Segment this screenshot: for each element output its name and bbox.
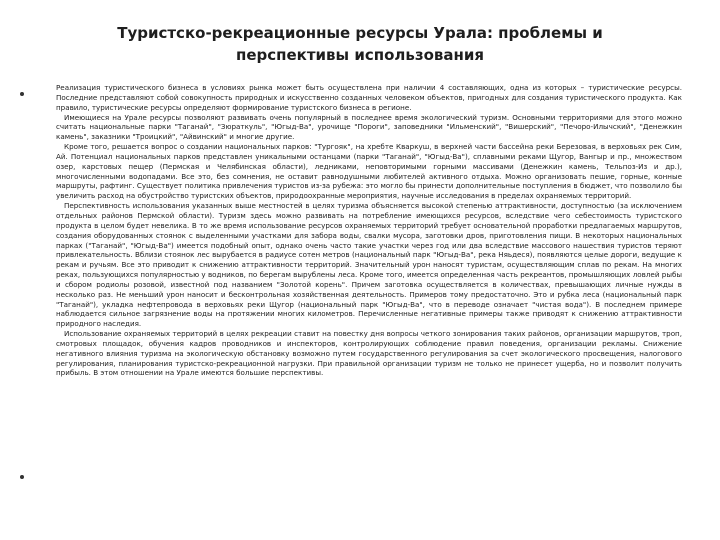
paragraph: Использование охраняемых территорий в целях рекреации ставит на повестку дня вопросы четкого зонирования таких районов, организации маршрутов, троп, смотровых площадок, обучения кадров проводников и инспекторов, контролирующих соблюдение правил поведения, организации рекламы. Снижение негативного влияния туризма на экологическую обстановку возможно путем государственного регулирования за счет экологического просвещения, налогового регулирования, планирования туристско-рекреационной нагрузки. При правильной организации туризм не только не принесет ущерба, но и позволит получить прибыль. В этом отношении на Урале имеются большие перспективы. [56, 329, 682, 378]
bullet-marker [20, 92, 24, 96]
slide-title: Туристско-рекреационные ресурсы Урала: проблемы и перспективы использования [117, 24, 603, 64]
paragraph: Перспективность использования указанных выше местностей в целях туризма объясняется высокой степенью аттрактивности, доступностью (за исключением отдельных районов Пермской области). Туризм здесь можно развивать на потребление имеющихся ресурсов, вследствие чего себестоимость туристского продукта в целом будет невелика. В то же время использование ресурсов охраняемых территорий требует основательной проработки предлагаемых маршрутов, создания оборудованных стоянок с выделенными участками для забора воды, свалки мусора, заготовки дров, приготовления пищи. В некоторых национальных парках ("Таганай", "Югыд-Ва") имеется подобный опыт, однако очень часто такие участки через год или два вследствие массового нашествия туристов теряют привлекательность. Вблизи стоянок лес вырубается в радиусе сотен метров (национальный парк "Югыд-Ва", река Няьдеся), появляются целые дороги, ведущие к рекам и ручьям. Все это приводит к снижению аттрактивности территорий. Значительный урон наносят туристам, осуществляющим сплав по рекам. На многих реках, пользующихся популярностью у водников, по берегам вырублены леса. Кроме того, имеется определенная часть рекреантов, промышляющих ловлей рыбы и сбором родиолы розовой, известной под названием "Золотой корень". Причем заготовка осуществляется в количествах, превышающих личные нужды в несколько раз. Не меньший урон наносит и бесконтрольная хозяйственная деятельность. Примеров тому предостаточно. Это и рубка леса (национальный парк "Таганай"), укладка нефтепровода в верховьях реки Щугор (национальный парк "Югыд-Ва", что в переводе означает "чистая вода"). В последнем примере наблюдается сильное загрязнение воды на протяжении многих километров. Перечисленные негативные примеры также приводят к снижению аттрактивности природного наследия. [56, 201, 682, 329]
paragraph: Имеющиеся на Урале ресурсы позволяют развивать очень популярный в последнее время экологический туризм. Основными территориями для этого можно считать национальные парки "Таганай", "Зюраткуль", "Югыд-Ва", урочище "Пороги", заповедники "Ильменский", "Вишерский", "Печоро-Илычский", "Денежкин камень", заказники "Троицкий", "Айвинский" и многие другие. [56, 112, 682, 142]
body-text [56, 83, 682, 378]
paragraph: Реализация туристического бизнеса в условиях рынка может быть осуществлена при наличии 4 составляющих, одна из которых – туристические ресурсы. Последние представляют собой совокупность природных и искусственно созданных человеком объектов, пригодных для создания туристического продукта. Как правило, туристические ресурсы определяют формирование туристского бизнеса в регионе. [56, 83, 682, 112]
paragraph: Кроме того, решается вопрос о создании национальных парков: "Тургояк", на хребте Кваркуш, в верхней части бассейна реки Березовая, в верховьях рек Сим, Ай. Потенциал национальных парков представлен уникальными останцами (парки "Таганай", "Югыд-Ва"), сплавными реками Щугор, Вангыр и пр., множеством озер, карстовых пещер (Пермская и Челябинская области), ледниками, неповторимыми горными массивами (Денежкин камень, Тельпоз-Из и др.), многочисленными водопадами. Все это, без сомнения, не оставит равнодушными любителей активного отдыха. Можно организовать пешие, горные, конные маршруты, рафтинг. Существует политика привлечения туристов из-за рубежа: это могло бы принести дополнительные поступления в бюджет, что позволило бы увеличить расход на обустройство туристских объектов, природоохранные мероприятия, научные исследования в пределах охраняемых территорий. [56, 142, 682, 201]
bullet-marker [20, 475, 24, 479]
